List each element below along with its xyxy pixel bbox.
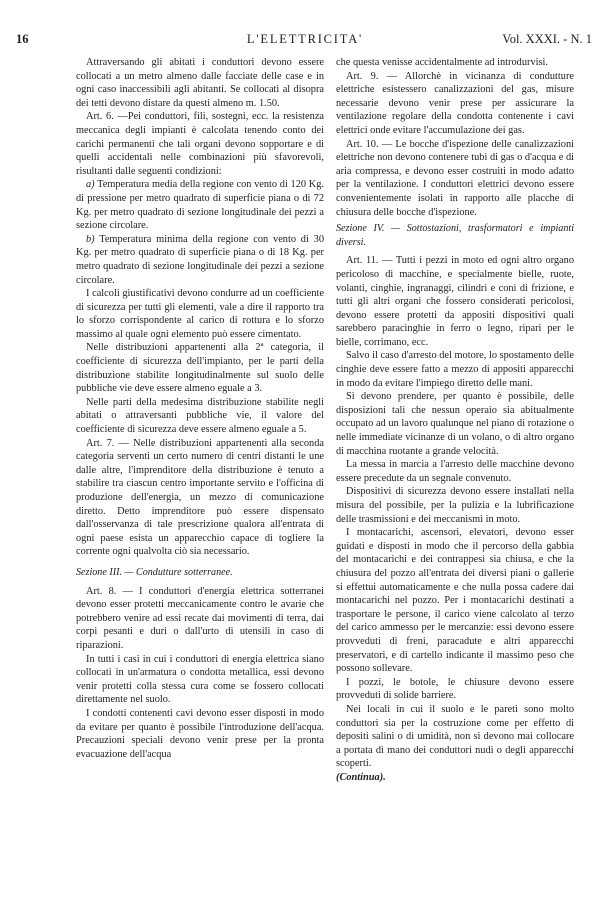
paragraph: Salvo il caso d'arresto del motore, lo spostamento delle cinghie deve essere fatto a mezzo di appositi apparecchi in modo da evitare l'impiego diretto delle mani. xyxy=(336,350,574,389)
article-7: Art. 7. — Nelle distribuzioni appartenenti alla seconda categoria serventi un certo numero di centri distanti le une dalle altre, l'imprenditore della distribuzione è tenuto a stabilire tra ciascun centro importante servito e l'officina di produzione dell'energia, un mezzo di comunicazione diretto. Detto imprenditore può essere dispensato dall'osservanza di tale prescrizione qualora all'entrata di ogni paese esista un apparecchio capace di togliere la corrente ogni qualvolta ciò sia necessario. xyxy=(76,437,324,558)
condition-a-label: a) xyxy=(86,179,95,191)
paragraph: La messa in marcia a l'arresto delle macchine devono essere precedute da un segnale convenuto. xyxy=(336,459,574,484)
page-header xyxy=(16,30,594,48)
paragraph: I montacarichi, ascensori, elevatori, devono esser guidati e disposti in modo che il percorso della gabbia del montacarichi e dei contrappesi sia chiusa, e che la chiusura del pozzo all'entrata dei diversi piani o gallerie si effettui automaticamente e che nulla possa cadere dai montacarichi nel pozzo. Per i montacarichi destinati a trasportare le persone, il carico viene calcolato al terzo del carico ammesso per le mercanzie: essi devono essere provveduti di freni, paracadute e altri apparecchi preservatori, e di cartello indicante il massimo peso che possono sollevare. xyxy=(336,527,574,675)
paragraph: Nei locali in cui il suolo e le pareti sono molto conduttori sia per la costruzione come per effetto di depositi salini o di umidità, non si devono mai collocare a portata di mano dei conduttori nudi o degli apparecchi scoperti. xyxy=(336,703,574,770)
right-column xyxy=(336,56,574,784)
article-9: Art. 9. — Allorchè in vicinanza di condutture elettriche esistessero canalizzazioni del gas, misure necessarie devono venir prese per assicurare la ventilazione regolare della condotta contenente i cavi elettrici onde evitare l'accumulazione dei gas. xyxy=(336,70,574,136)
paragraph: I condotti contenenti cavi devono esser disposti in modo da evitare per quanto è possibile l'introduzione dell'acqua. Precauzioni speciali devono venir prese per la pronta evacuazione dell'acqua xyxy=(76,707,324,760)
article-8: Art. 8. — I conduttori d'energia elettrica sotterranei devono esser protetti meccanicamente contro le avarie che potrebbero venire ad essi recate dai movimenti di terra, dai corpi pesanti e duri o dall'urto di utensili in caso di riparazioni. xyxy=(76,585,324,651)
paragraph: Nelle distribuzioni appartenenti alla 2ª categoria, il coefficiente di sicurezza dell'impianto, per le parti della distribuzione stabilite longitudinalmente sul suolo delle pubbliche vie deve essere almeno eguale a 3. xyxy=(76,342,324,395)
condition-b xyxy=(76,233,324,287)
paragraph: Si devono prendere, per quanto è possibile, delle disposizioni tali che nessun operaio sia abitualmente occupato ad un lavoro qualunque nel piano di rotazione o nelle immediate vicinanze di un volano, o di altro organo di macchina ruotante a grande velocità. xyxy=(336,391,574,457)
paragraph: Dispositivi di sicurezza devono essere installati nella misura del possibile, per la pulizia e la lubrificazione delle trasmissioni e dei meccanismi in moto. xyxy=(336,486,574,525)
section-heading-iii: Sezione III. — Condutture sotterranee. xyxy=(76,566,233,578)
article-11: Art. 11. — Tutti i pezzi in moto ed ogni altro organo pericoloso di macchine, e specialmente bielle, ruote, volanti, cinghie, ingranaggi, cilindri e coni di frizione, e tutti gli altri organi che fossero considerati pericolosi, devono essere protetti da appositi dispositivi quali sarebbero paracinghie in ferro o legno, ripari per le bielle, corrimano, ecc. xyxy=(336,255,574,348)
paragraph: Attraversando gli abitati i conduttori devono essere collocati a un metro almeno dalle facciate delle case e in ogni caso inaccessibili agli abitanti. Se collocati al disopra dei tetti devono distare da questi almeno m. 1.50. xyxy=(76,57,324,109)
condition-a xyxy=(76,178,324,232)
section-heading-iv: Sezione IV. — Sottostazioni, trasformatori e impianti diversi. xyxy=(336,223,574,248)
condition-a-text: Temperatura media della regione con vento di 120 Kg. di pressione per metro quadrato di superficie piana o di 72 Kg. per metro quadrato di sezione longitudinale dei pezzi a sezione circolare. xyxy=(76,179,324,232)
condition-b-text: Temperatura minima della regione con vento di 30 Kg. per metro quadrato di superficie piana o di 18 Kg. per metro quadrato di sezione longitudinale dei pezzi a sezione circolare. xyxy=(76,233,324,286)
article-10: Art. 10. — Le bocche d'ispezione delle canalizzazioni elettriche non devono contenere tubi di gas o d'acqua e di aria compressa, e devono esser costruiti in modo adatto per la ventilazione. I conduttori elettrici devono essere convenientemente isolati in rapporto alle placche di chiusura delle bocche d'ispezione. xyxy=(336,138,574,218)
volume-issue: Vol. XXXI. - N. 1 xyxy=(502,32,592,46)
journal-title: L'ELETTRICITA' xyxy=(246,32,364,46)
paragraph: In tutti i casi in cui i conduttori di energia elettrica siano collocati in un'armatura o condotta metallica, essi devono venir protetti colla stessa cura come se fossero collocati direttamente nel suolo. xyxy=(76,653,324,706)
paragraph-continuation: che questa venisse accidentalmente ad introdurvisi. xyxy=(336,57,548,68)
left-column xyxy=(76,56,324,761)
continued-note: (Continua). xyxy=(336,771,386,783)
condition-b-label: b) xyxy=(86,233,95,245)
paragraph: I calcoli giustificativi devono condurre ad un coefficiente di sicurezza per tutti gli elementi, vale a dire il rapporto tra lo sforzo corrispondente al carico di rottura e lo sforzo massimo al quale ogni elemento può essere cimentato. xyxy=(76,288,324,340)
paragraph: I pozzi, le botole, le chiusure devono essere provveduti di solide barriere. xyxy=(336,676,574,702)
paragraph: Nelle parti della medesima distribuzione stabilite negli abitati o attraversanti pubbliche vie, il valore del coefficiente di sicurezza deve essere almeno eguale a 5. xyxy=(76,396,324,436)
page-number: 16 xyxy=(16,32,29,46)
article-6: Art. 6. —Pei conduttori, fili, sostegni, ecc. la resistenza meccanica degli impianti è calcolata tenendo conto dei carichi permanenti che tali organi devono sopportare e di quelli accidentali nelle combinazioni più sfavorevoli, risultanti dalle seguenti condizioni: xyxy=(76,111,324,177)
